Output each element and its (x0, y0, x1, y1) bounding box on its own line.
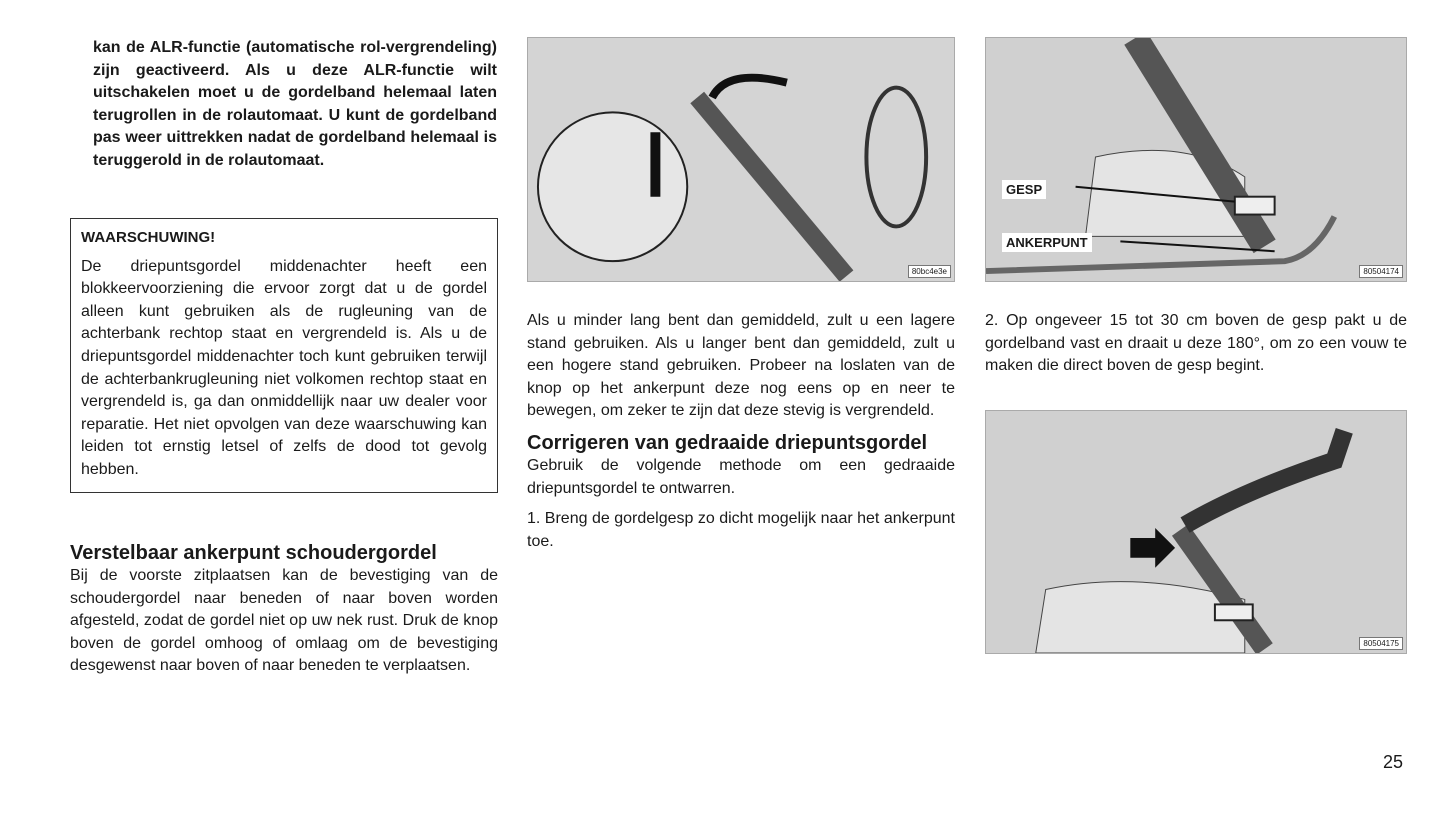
label-gesp: GESP (1002, 180, 1046, 199)
page-number: 25 (1383, 752, 1404, 772)
gedraaide-intro: Gebruik de volgende methode om een gedraaide driepuntsgordel te ontwarren. (527, 456, 955, 497)
figure-id: 80504175 (1359, 637, 1403, 650)
section-heading-ankerpunt: Verstelbaar ankerpunt schoudergordel (70, 542, 437, 564)
adjust-paragraph: Als u minder lang bent dan gemiddeld, zult u een lagere stand gebruiken. Als u langer bent dan gemiddeld, zult u een hogere stand gebruiken. Probeer na loslaten van de knop op het ankerpunt deze nog eens op en neer te bewegen, om zeker te zijn dat deze stevig is vergrendeld. (527, 312, 955, 420)
figure-shoulder-belt-anchor (527, 37, 955, 282)
figure-id: 80504174 (1359, 265, 1403, 278)
step-2: 2. Op ongeveer 15 tot 30 cm boven de gesp pakt u de gordelband vast en draait u deze 180°, om zo een vouw te maken die direct boven de gesp begint. (985, 312, 1407, 375)
illustration-belt-anchor (528, 38, 954, 281)
label-ankerpunt: ANKERPUNT (1002, 233, 1092, 252)
section-heading-gedraaide: Corrigeren van gedraaide driepuntsgordel (527, 431, 928, 454)
warning-text: De driepuntsgordel middenachter heeft een blokkeervoorziening die ervoor zorgt dat u de gordel alleen kunt gebruiken als de rugleuning van de achterbank rechtop staat en vergrendeld is. Als u de driepuntsgordel middenachter toch kunt gebruiken terwijl de achterbankrugleuning niet volkomen rechtop staat en vergrendeld is, ga dan onmiddellijk naar uw dealer voor reparatie. Het niet opvolgen van deze waarschuwing kan leiden tot ernstig letsel of zelfs de dood tot gevolg hebben. (81, 257, 487, 478)
warning-title: WAARSCHUWING! (81, 229, 216, 246)
step-1: 1. Breng de gordelgesp zo dicht mogelijk naar het ankerpunt toe. (527, 510, 955, 550)
figure-twist-belt (985, 410, 1407, 654)
alr-text: kan de ALR-functie (automatische rol-vergrendeling) zijn geactiveerd. Als u deze ALR-functie wilt uitschakelen moet u de gordelband helemaal laten terugrollen in de rolautomaat. U kunt de gordelband pas weer uittrekken nadat de gordelband helemaal is teruggerold in de rolautomaat. (93, 39, 497, 169)
ankerpunt-body: Bij de voorste zitplaatsen kan de bevestiging van de schoudergordel naar beneden of naar boven worden afgesteld, zodat de gordel niet op uw nek rust. Druk de knop boven de gordel omhoog of omlaag om de bevestiging desgewenst naar boven of naar beneden te verplaatsen. (70, 567, 498, 675)
warning-box (70, 218, 498, 493)
intro-paragraph (93, 37, 497, 173)
figure-id: 80bc4e3e (908, 265, 951, 278)
illustration-twisting-belt (986, 411, 1406, 653)
figure-buckle-anchor (985, 37, 1407, 282)
